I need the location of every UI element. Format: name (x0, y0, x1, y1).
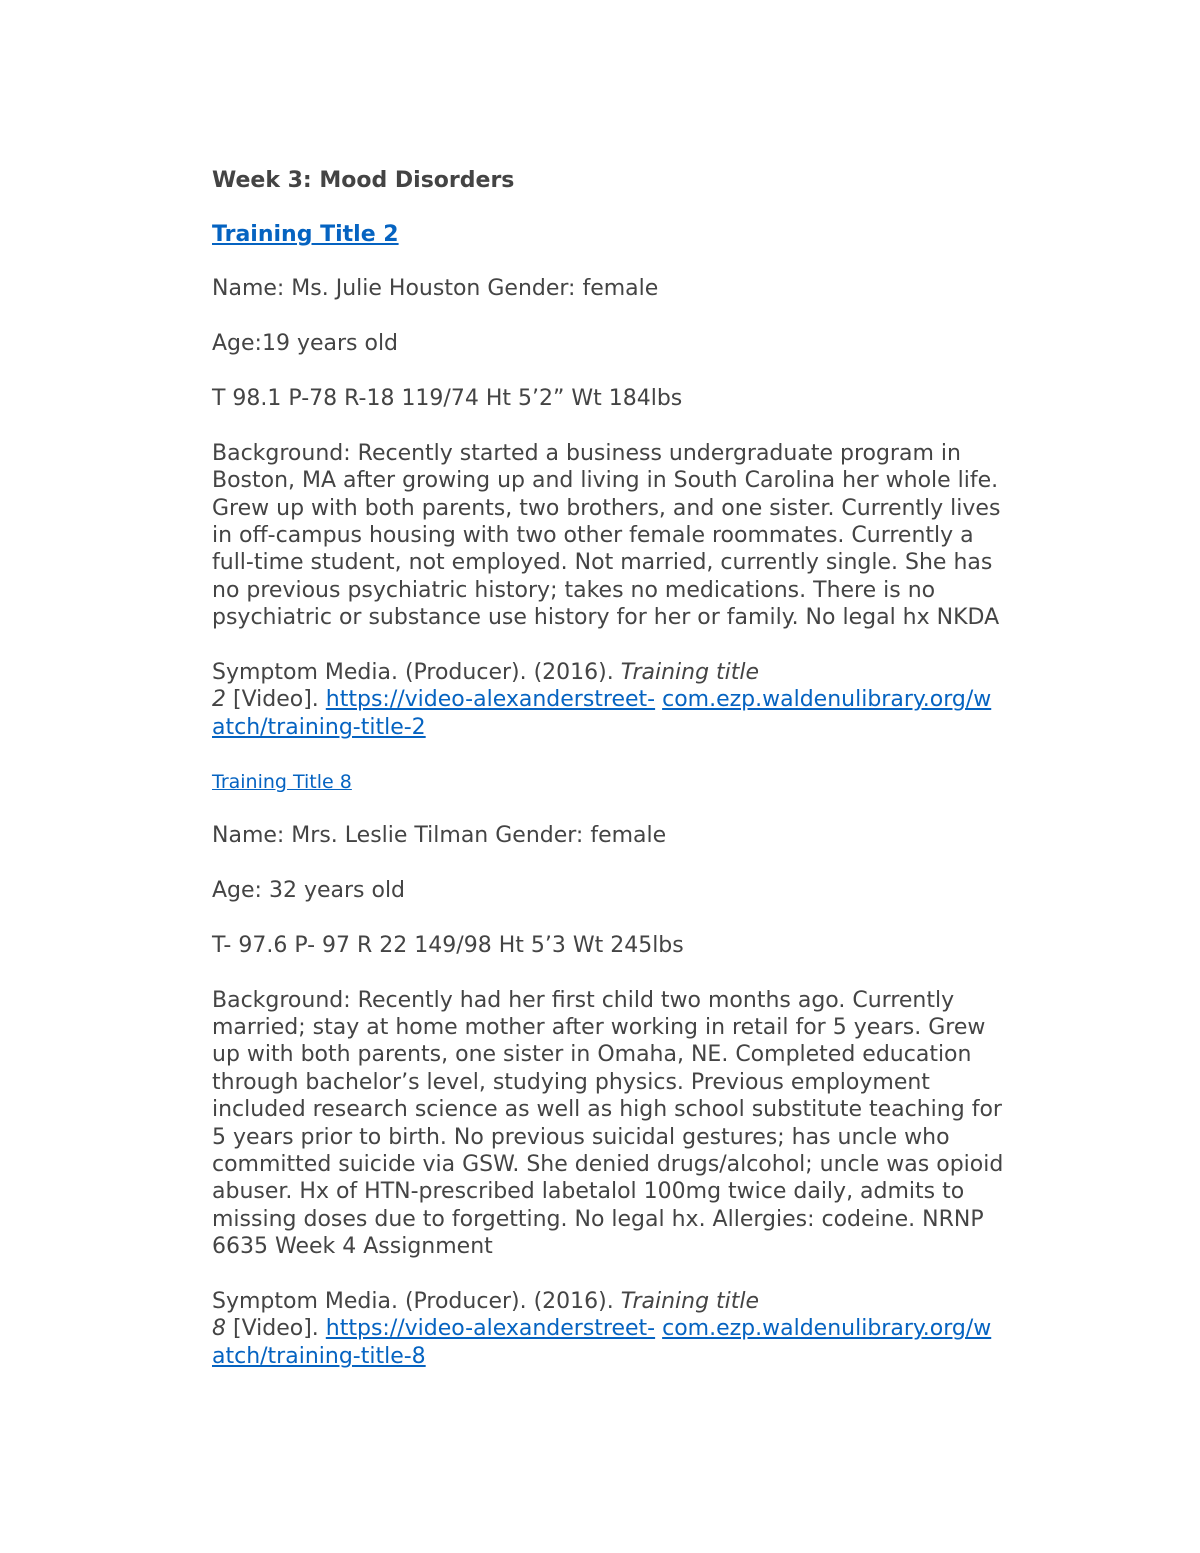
case-1-background-line: in off-campus housing with two other female roommates. Currently a (212, 522, 974, 548)
citation-url-link-part2[interactable]: com.ezp.waldenulibrary.org/w (662, 1316, 992, 1342)
citation-url-link-part3[interactable]: atch/training-title-8 (212, 1343, 426, 1369)
citation-url-link-part1[interactable]: https://video-alexanderstreet- (325, 1316, 656, 1342)
citation-title-number: 2 (212, 687, 226, 713)
case-2-vitals-line: T- 97.6 P- 97 R 22 149/98 Ht 5’3 Wt 245lbs (212, 932, 684, 958)
case-2-background-line: through bachelor’s level, studying physics. Previous employment (212, 1069, 930, 1095)
training-title-2-link[interactable]: Training Title 2 (212, 222, 399, 247)
citation-prefix: Symptom Media. (Producer). (2016). (212, 1289, 621, 1315)
case-2-background-line: Background: Recently had her first child two months ago. Currently (212, 987, 955, 1013)
citation-line (212, 1315, 1072, 1342)
citation-url-link-part3[interactable]: atch/training-title-2 (212, 714, 426, 740)
case-2-background-line: committed suicide via GSW. She denied drugs/alcohol; uncle was opioid (212, 1151, 1004, 1177)
case-2-background-line: up with both parents, one sister in Omaha, NE. Completed education (212, 1042, 972, 1068)
case-2-citation (212, 1288, 1072, 1370)
citation-line (212, 1343, 1072, 1370)
citation-line (212, 714, 1072, 741)
case-2 (212, 769, 1072, 1371)
citation-url-link-part1[interactable]: https://video-alexanderstreet- (325, 687, 656, 713)
case-1-background-line: Grew up with both parents, two brothers, and one sister. Currently lives (212, 495, 1001, 521)
case-1-citation (212, 659, 1072, 741)
citation-url-link-part2[interactable]: com.ezp.waldenulibrary.org/w (662, 687, 992, 713)
citation-title-number: 8 (212, 1316, 226, 1342)
document-heading: Week 3: Mood Disorders (212, 168, 515, 193)
citation-medium: [Video]. (226, 1316, 326, 1342)
citation-title: Training title (620, 660, 760, 686)
citation-line (212, 686, 1072, 713)
training-title-8-link[interactable]: Training Title 8 (212, 770, 352, 793)
case-2-background-line: 5 years prior to birth. No previous suicidal gestures; has uncle who (212, 1124, 950, 1150)
document-page (212, 166, 1072, 1398)
case-2-background-line: abuser. Hx of HTN-prescribed labetalol 100mg twice daily, admits to (212, 1179, 965, 1205)
case-2-name-line: Name: Mrs. Leslie Tilman Gender: female (212, 822, 667, 848)
case-2-background-line: included research science as well as high school substitute teaching for (212, 1097, 1002, 1123)
case-1-age-line: Age:19 years old (212, 330, 399, 356)
case-1-background-line: no previous psychiatric history; takes no medications. There is no (212, 577, 936, 603)
citation-medium: [Video]. (226, 687, 326, 713)
case-1-background-line: full-time student, not employed. Not married, currently single. She has (212, 550, 993, 576)
case-1 (212, 220, 1072, 741)
case-1-vitals-line: T 98.1 P-78 R-18 119/74 Ht 5’2” Wt 184lbs (212, 385, 683, 411)
case-2-background (212, 987, 1072, 1261)
case-2-background-line: 6635 Week 4 Assignment (212, 1234, 493, 1260)
case-2-background-line: missing doses due to forgetting. No legal hx. Allergies: codeine. NRNP (212, 1206, 984, 1232)
case-2-background-line: married; stay at home mother after working in retail for 5 years. Grew (212, 1014, 986, 1040)
citation-title: Training title (620, 1289, 760, 1315)
case-1-background-line: psychiatric or substance use history for her or family. No legal hx NKDA (212, 605, 1000, 631)
citation-line (212, 1288, 1072, 1315)
case-1-background-line: Background: Recently started a business undergraduate program in (212, 440, 961, 466)
case-1-background-line: Boston, MA after growing up and living in South Carolina her whole life. (212, 468, 999, 494)
citation-line (212, 659, 1072, 686)
case-1-name-line: Name: Ms. Julie Houston Gender: female (212, 276, 659, 301)
citation-prefix: Symptom Media. (Producer). (2016). (212, 660, 621, 686)
case-1-background (212, 440, 1072, 632)
case-2-age-line: Age: 32 years old (212, 877, 406, 903)
